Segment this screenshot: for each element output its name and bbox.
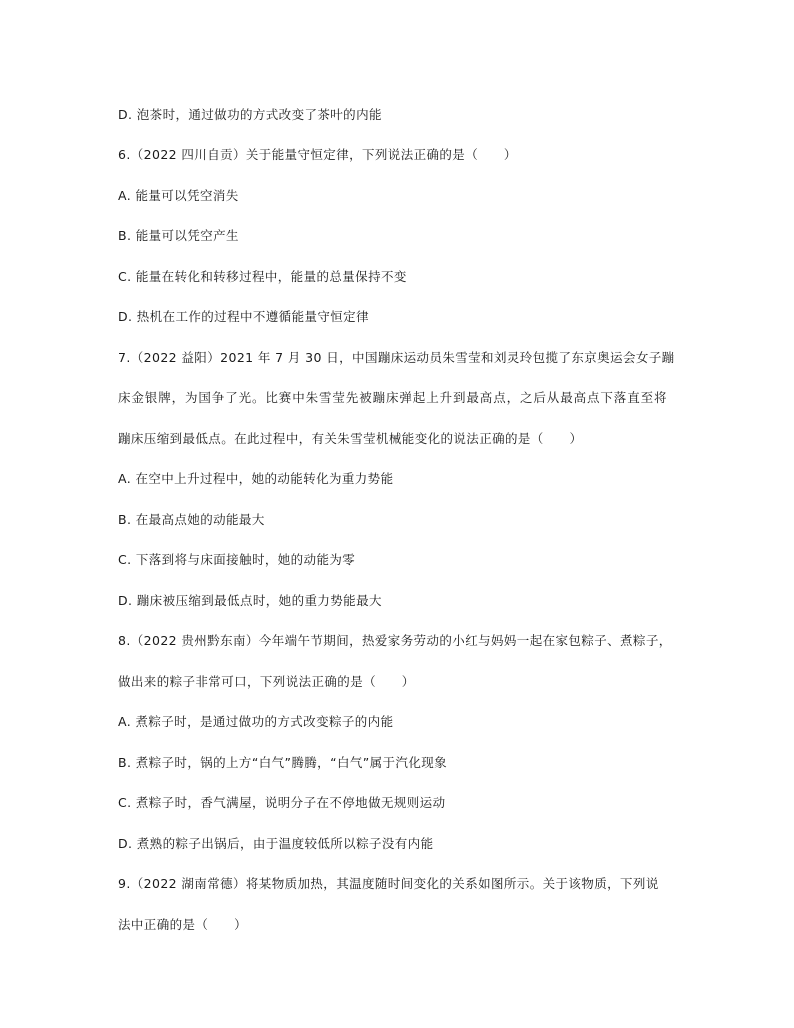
q7-stem-line-2: 床金银牌，为国争了光。比赛中朱雪莹先被蹦床弹起上升到最高点，之后从最高点下落直至将 (118, 390, 668, 405)
q8-option-b: B. 煮粽子时，锅的上方“白气”腾腾，“白气”属于汽化现象 (118, 755, 448, 770)
q7-stem-line-1: 7.（2022 益阳）2021 年 7 月 30 日，中国蹦床运动员朱雪莹和刘灵玲包揽了东京奥运会女子蹦 (118, 350, 675, 365)
q5-option-d: D. 泡茶时，通过做功的方式改变了茶叶的内能 (118, 107, 382, 122)
q8-stem-line-1: 8.（2022 贵州黔东南）今年端午节期间，热爱家务劳动的小红与妈妈一起在家包粽子、煮粽子， (118, 633, 672, 648)
q9-stem-line-1: 9.（2022 湖南常德）将某物质加热，其温度随时间变化的关系如图所示。关于该物质，下列说 (118, 876, 659, 891)
q8-option-c: C. 煮粽子时，香气满屋，说明分子在不停地做无规则运动 (118, 795, 446, 810)
q6-stem: 6.（2022 四川自贡）关于能量守恒定律，下列说法正确的是（ ） (118, 147, 517, 162)
q7-option-d: D. 蹦床被压缩到最低点时，她的重力势能最大 (118, 593, 382, 608)
q7-stem-line-3: 蹦床压缩到最低点。在此过程中，有关朱雪莹机械能变化的说法正确的是（ ） (118, 431, 583, 446)
q6-option-a: A. 能量可以凭空消失 (118, 188, 239, 203)
q8-option-a: A. 煮粽子时，是通过做功的方式改变粽子的内能 (118, 714, 394, 729)
q6-option-c: C. 能量在转化和转移过程中，能量的总量保持不变 (118, 269, 407, 284)
q7-option-b: B. 在最高点她的动能最大 (118, 512, 265, 527)
q6-option-b: B. 能量可以凭空产生 (118, 228, 239, 243)
q8-option-d: D. 煮熟的粽子出锅后，由于温度较低所以粽子没有内能 (118, 836, 434, 851)
q9-stem-line-2: 法中正确的是（ ） (118, 917, 248, 932)
q8-stem-line-2: 做出来的粽子非常可口，下列说法正确的是（ ） (118, 674, 415, 689)
q7-option-c: C. 下落到将与床面接触时，她的动能为零 (118, 552, 356, 567)
q7-option-a: A. 在空中上升过程中，她的动能转化为重力势能 (118, 471, 394, 486)
q6-option-d: D. 热机在工作的过程中不遵循能量守恒定律 (118, 309, 369, 324)
